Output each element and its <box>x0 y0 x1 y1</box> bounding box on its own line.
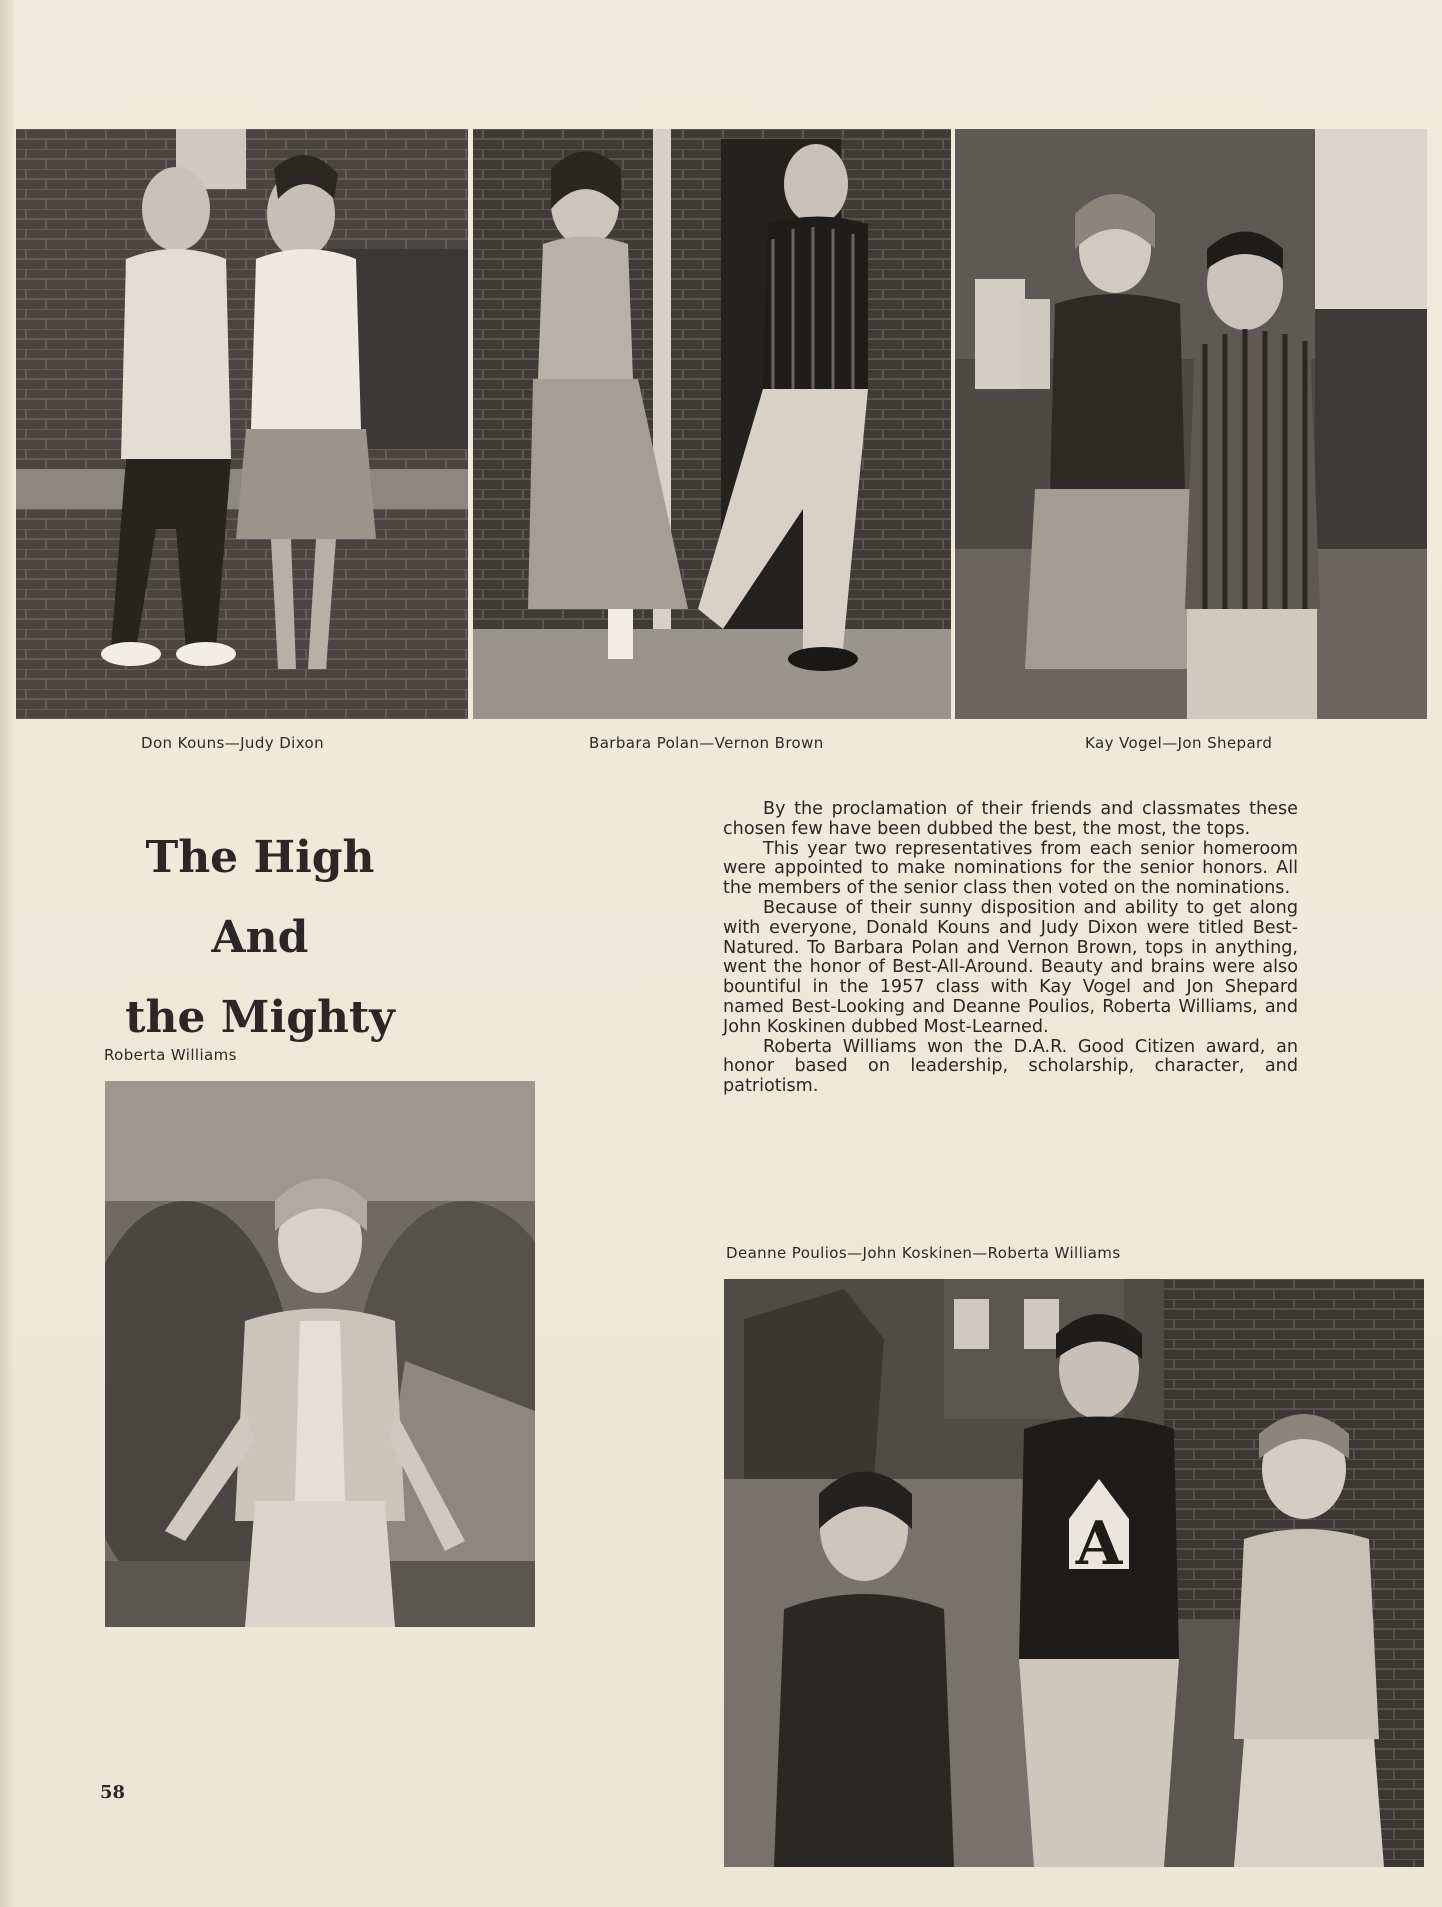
photo-polan-brown <box>473 129 951 719</box>
caption-portrait: Roberta Williams <box>104 1046 237 1064</box>
photo-kouns-dixon <box>16 129 468 719</box>
article-body <box>723 800 1298 1097</box>
page-title-line-1: The High And <box>145 832 375 963</box>
photo-vogel-shepard-image <box>955 129 1427 719</box>
page-edge <box>0 0 14 1907</box>
photo-kouns-dixon-image <box>16 129 468 719</box>
caption-polan-brown: Barbara Polan—Vernon Brown <box>589 734 824 752</box>
article-paragraph-1: By the proclamation of their friends and classmates these chosen few have been dubbed the best, the most, the tops. <box>723 799 1298 839</box>
photo-roberta-williams <box>105 1081 535 1627</box>
photo-poulios-koskinen-williams <box>724 1279 1424 1867</box>
page-number: 58 <box>100 1782 126 1803</box>
photo-roberta-williams-image <box>105 1081 535 1627</box>
caption-kouns-dixon: Don Kouns—Judy Dixon <box>141 734 325 752</box>
article-paragraph-4: Roberta Williams won the D.A.R. Good Citizen award, an honor based on leadership, scholarship, character, and patriotism. <box>723 1036 1298 1097</box>
caption-group: Deanne Poulios—John Koskinen—Roberta Williams <box>726 1244 1121 1262</box>
page-title <box>90 818 430 1058</box>
photo-poulios-koskinen-williams-image <box>724 1279 1424 1867</box>
photo-vogel-shepard <box>955 129 1427 719</box>
page-title-line-2: the Mighty <box>125 992 395 1043</box>
article-paragraph-3: Because of their sunny disposition and ability to get along with everyone, Donald Kouns and Judy Dixon were titled Best-Natured. To Barbara Polan and Vernon Brown, tops in anything, went the honor of Best-All-Around. Beauty and brains were also bountiful in the 1957 class with Kay Vogel and Jon Shepard named Best-Looking and Deanne Poulios, Roberta Williams, and John Koskinen dubbed Most-Learned. <box>723 897 1298 1037</box>
photo-polan-brown-image <box>473 129 951 719</box>
sweater-letter: A <box>1075 1509 1123 1579</box>
article-paragraph-2: This year two representatives from each senior homeroom were appointed to make nominations for the senior honors. All the members of the senior class then voted on the nominations. <box>723 838 1298 899</box>
caption-vogel-shepard: Kay Vogel—Jon Shepard <box>1085 734 1273 752</box>
